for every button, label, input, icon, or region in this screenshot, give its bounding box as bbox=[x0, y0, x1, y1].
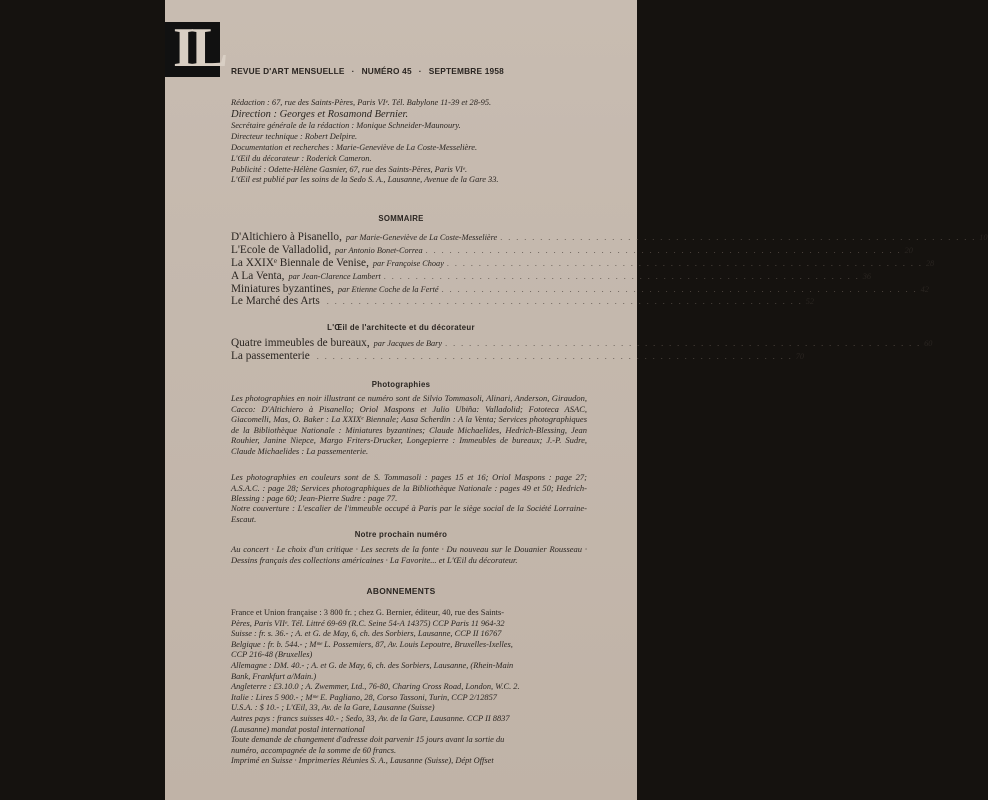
sommaire-list bbox=[231, 231, 988, 308]
toc-leader: . . . . . . . . . . . . . . . . . . . . . . . . . . . . . . . . . . . . . . . . . . . . . . . . . . . . . . . . . . . . bbox=[383, 271, 860, 281]
masthead-title: REVUE D'ART MENSUELLE bbox=[231, 66, 345, 76]
cover-note: Notre couverture : L'escalier de l'immeuble occupé à Paris par le siège social de la Société Lorraine-Escaut. bbox=[231, 503, 587, 524]
subscription-line: Pères, Paris VIIᵉ. Tél. Littré 69-69 (R.C. Seine 54-A 14375) CCP Paris 11 964-32 bbox=[231, 618, 505, 628]
credit-line: Direction : Georges et Rosamond Bernier. bbox=[231, 108, 409, 120]
toc-item bbox=[231, 295, 815, 308]
toc-item bbox=[231, 269, 872, 283]
subscription-line: U.S.A. : $ 10.- ; L'Œil, 33, Av. de la Gare, Lausanne (Suisse) bbox=[231, 703, 435, 713]
toc-author: par Françoise Choay bbox=[372, 258, 444, 268]
subscription-line: Bank, Frankfurt a/Main.) bbox=[231, 671, 317, 681]
toc-title: D'Altichiero à Pisanello, bbox=[231, 231, 342, 243]
toc-item bbox=[231, 349, 805, 363]
logo-text: IL bbox=[173, 17, 225, 79]
toc-leader: . . . . . . . . . . . . . . . . . . . . . . . . . . . . . . . . . . . . . . . . . . . . . . . . . . . . . . . . . . . . bbox=[425, 245, 902, 255]
subscription-line: France et Union française : 3 800 fr. ; chez G. Bernier, éditeur, 40, rue des Saints- bbox=[231, 608, 505, 617]
next-issue-text: Au concert · Le choix d'un critique · Les secrets de la fonte · Du nouveau sur le Douanier Rousseau · Dessins français des collections américaines · La Favorite... et L'Œil du décorateur. bbox=[231, 544, 587, 565]
credit-line: Directeur technique : Robert Delpire. bbox=[231, 131, 358, 141]
toc-title: Quatre immeubles de bureaux, bbox=[231, 337, 370, 349]
subscription-line: Angleterre : £3.10.0 ; A. Zwemmer, Ltd., 76-80, Charing Cross Road, London, W.C. 2. bbox=[231, 682, 520, 692]
credit-line: Documentation et recherches : Marie-Geneviève de La Coste-Messelière. bbox=[231, 142, 478, 152]
sommaire-heading: SOMMAIRE bbox=[378, 214, 424, 223]
magazine-logo bbox=[165, 17, 225, 79]
toc-leader: . . . . . . . . . . . . . . . . . . . . . . . . . . . . . . . . . . . . . . . . . . . . . . . . . . . . . . . . . . . . bbox=[326, 297, 803, 307]
photographies-heading: Photographies bbox=[371, 380, 431, 389]
subscription-line: Toute demande de changement d'adresse doit parvenir 15 jours avant la sortie du bbox=[231, 735, 505, 745]
toc-author: par Antonio Bonet-Correa bbox=[335, 245, 423, 255]
toc-title: Le Marché des Arts bbox=[231, 295, 320, 308]
toc-leader: . . . . . . . . . . . . . . . . . . . . . . . . . . . . . . . . . . . . . . . . . . . . . . . . . . . . . . . . . . . . bbox=[441, 284, 918, 294]
subscriptions bbox=[231, 608, 589, 767]
masthead-issue: NUMÉRO 45 bbox=[361, 66, 412, 76]
toc-page: 52 bbox=[805, 297, 815, 307]
toc-author: par Marie-Geneviève de La Coste-Messelière bbox=[345, 233, 498, 242]
editorial-credits bbox=[231, 98, 631, 186]
toc-item bbox=[231, 337, 933, 350]
toc-item bbox=[231, 282, 929, 296]
toc-page: 70 bbox=[795, 351, 805, 361]
subscription-line: Belgique : fr. b. 544.- ; Mᵐᵉ L. Possemiers, 87, Av. Louis Lepoutre, Bruxelles-Ixelles, bbox=[231, 639, 513, 649]
photo-credits-black-white: Les photographies en noir illustrant ce numéro sont de Silvio Tommasoli, Alinari, Anderson, Giraudon, Cacco: D'Altichiero à Pisanello; Oriol Maspons et Julio Ubiña: Valladolid; Fototeca ASAC, Giacomelli, Mas, O. Baker : La XXIXᵉ Biennale; Aasa Scherdin : A la Venta; Services photographiques de la Bibliothèque Nationale : Miniatures byzantines; Claude Michaelides, Hedrich-Blessing, Jean Rouhier, Janine Niepce, Margo Friters-Drucker, Longepierre : Immeubles de bureaux; J.-P. Sudre, Claude Michaelides : La passementerie. bbox=[231, 393, 587, 456]
toc-title: La passementerie bbox=[231, 349, 310, 362]
credit-line: Rédaction : 67, rue des Saints-Pères, Paris VIᵉ. Tél. Babylone 11-39 et 28-95. bbox=[231, 98, 492, 107]
subscription-line: Italie : Lires 5 900.- ; Mᵐᵉ E. Pagliano, 28, Corso Tassoni, Turin, CCP 2/12857 bbox=[231, 692, 497, 702]
toc-title: Miniatures byzantines, bbox=[231, 282, 334, 295]
masthead bbox=[231, 66, 631, 76]
toc-leader: . . . . . . . . . . . . . . . . . . . . . . . . . . . . . . . . . . . . . . . . . . . . . . . . . . . . . . . . . . . . bbox=[500, 233, 977, 242]
toc-author: par Etienne Coche de la Ferté bbox=[337, 284, 439, 294]
masthead-separator: · bbox=[351, 66, 355, 76]
toc-page: 42 bbox=[920, 284, 929, 294]
photo-credits-colour: Les photographies en couleurs sont de S. Tommasoli : pages 15 et 16; Oriol Maspons : page 27; A.S.A.C. : page 28; Services photographiques de la Bibliothèque Nationale : pages 49 et 50; Hedrich-Blessing : page 60; Jean-Pierre Sudre : page 77. bbox=[231, 472, 587, 503]
toc-title: L'Ecole de Valladolid, bbox=[231, 243, 332, 256]
toc-author: par Jacques de Bary bbox=[373, 339, 443, 348]
credit-line: Secrétaire générale de la rédaction : Monique Schneider-Maunoury. bbox=[231, 120, 461, 130]
toc-leader: . . . . . . . . . . . . . . . . . . . . . . . . . . . . . . . . . . . . . . . . . . . . . . . . . . . . . . . . . . . . bbox=[445, 339, 922, 348]
subscription-line: Autres pays : francs suisses 40.- ; Sedo, 33, Av. de la Gare, Lausanne. CCP II 8837 bbox=[231, 713, 510, 723]
toc-item bbox=[231, 243, 913, 257]
architecte-list bbox=[231, 337, 933, 363]
architecte-heading: L'Œil de l'architecte et du décorateur bbox=[327, 323, 475, 332]
credit-line: L'Œil est publié par les soins de la Sedo S. A., Lausanne, Avenue de la Gare 33. bbox=[231, 175, 499, 185]
prochain-heading: Notre prochain numéro bbox=[354, 530, 448, 539]
abonnements-heading: ABONNEMENTS bbox=[366, 586, 436, 596]
toc-page: 36 bbox=[862, 271, 872, 281]
toc-author: par Jean-Clarence Lambert bbox=[288, 271, 381, 281]
toc-item bbox=[231, 256, 935, 270]
masthead-separator: · bbox=[418, 66, 422, 76]
toc-page: 28 bbox=[925, 258, 935, 268]
toc-leader: . . . . . . . . . . . . . . . . . . . . . . . . . . . . . . . . . . . . . . . . . . . . . . . . . . . . . . . . . . . . bbox=[446, 258, 923, 268]
toc-title: A La Venta, bbox=[231, 269, 285, 282]
subscription-line: CCP 216-48 (Bruxelles) bbox=[231, 650, 313, 660]
credit-line: L'Œil du décorateur : Roderick Cameron. bbox=[231, 153, 372, 163]
toc-page: 20 bbox=[904, 245, 913, 255]
masthead-date: SEPTEMBRE 1958 bbox=[428, 66, 504, 76]
toc-page: 60 bbox=[924, 339, 933, 348]
subscription-line: Suisse : fr. s. 36.- ; A. et G. de May, 6, ch. des Sorbiers, Lausanne, CCP II 16767 bbox=[231, 629, 502, 639]
toc-page: 10 bbox=[979, 233, 988, 242]
subscription-line: Imprimé en Suisse · Imprimeries Réunies S. A., Lausanne (Suisse), Dépt Offset bbox=[231, 756, 494, 766]
subscription-line: Allemagne : DM. 40.- ; A. et G. de May, 6, ch. des Sorbiers, Lausanne, (Rhein-Main bbox=[231, 660, 514, 670]
subscription-line: numéro, accompagnée de la somme de 60 francs. bbox=[231, 745, 397, 755]
toc-title: La XXIXᵉ Biennale de Venise, bbox=[231, 256, 369, 269]
credit-line: Publicité : Odette-Hélène Gasnier, 67, rue des Saints-Pères, Paris VIᵉ. bbox=[231, 164, 468, 174]
toc-item bbox=[231, 231, 988, 244]
subscription-line: (Lausanne) mandat postal international bbox=[231, 724, 365, 734]
toc-leader: . . . . . . . . . . . . . . . . . . . . . . . . . . . . . . . . . . . . . . . . . . . . . . . . . . . . . . . . . . . . bbox=[316, 351, 793, 361]
magazine-page bbox=[165, 0, 988, 800]
